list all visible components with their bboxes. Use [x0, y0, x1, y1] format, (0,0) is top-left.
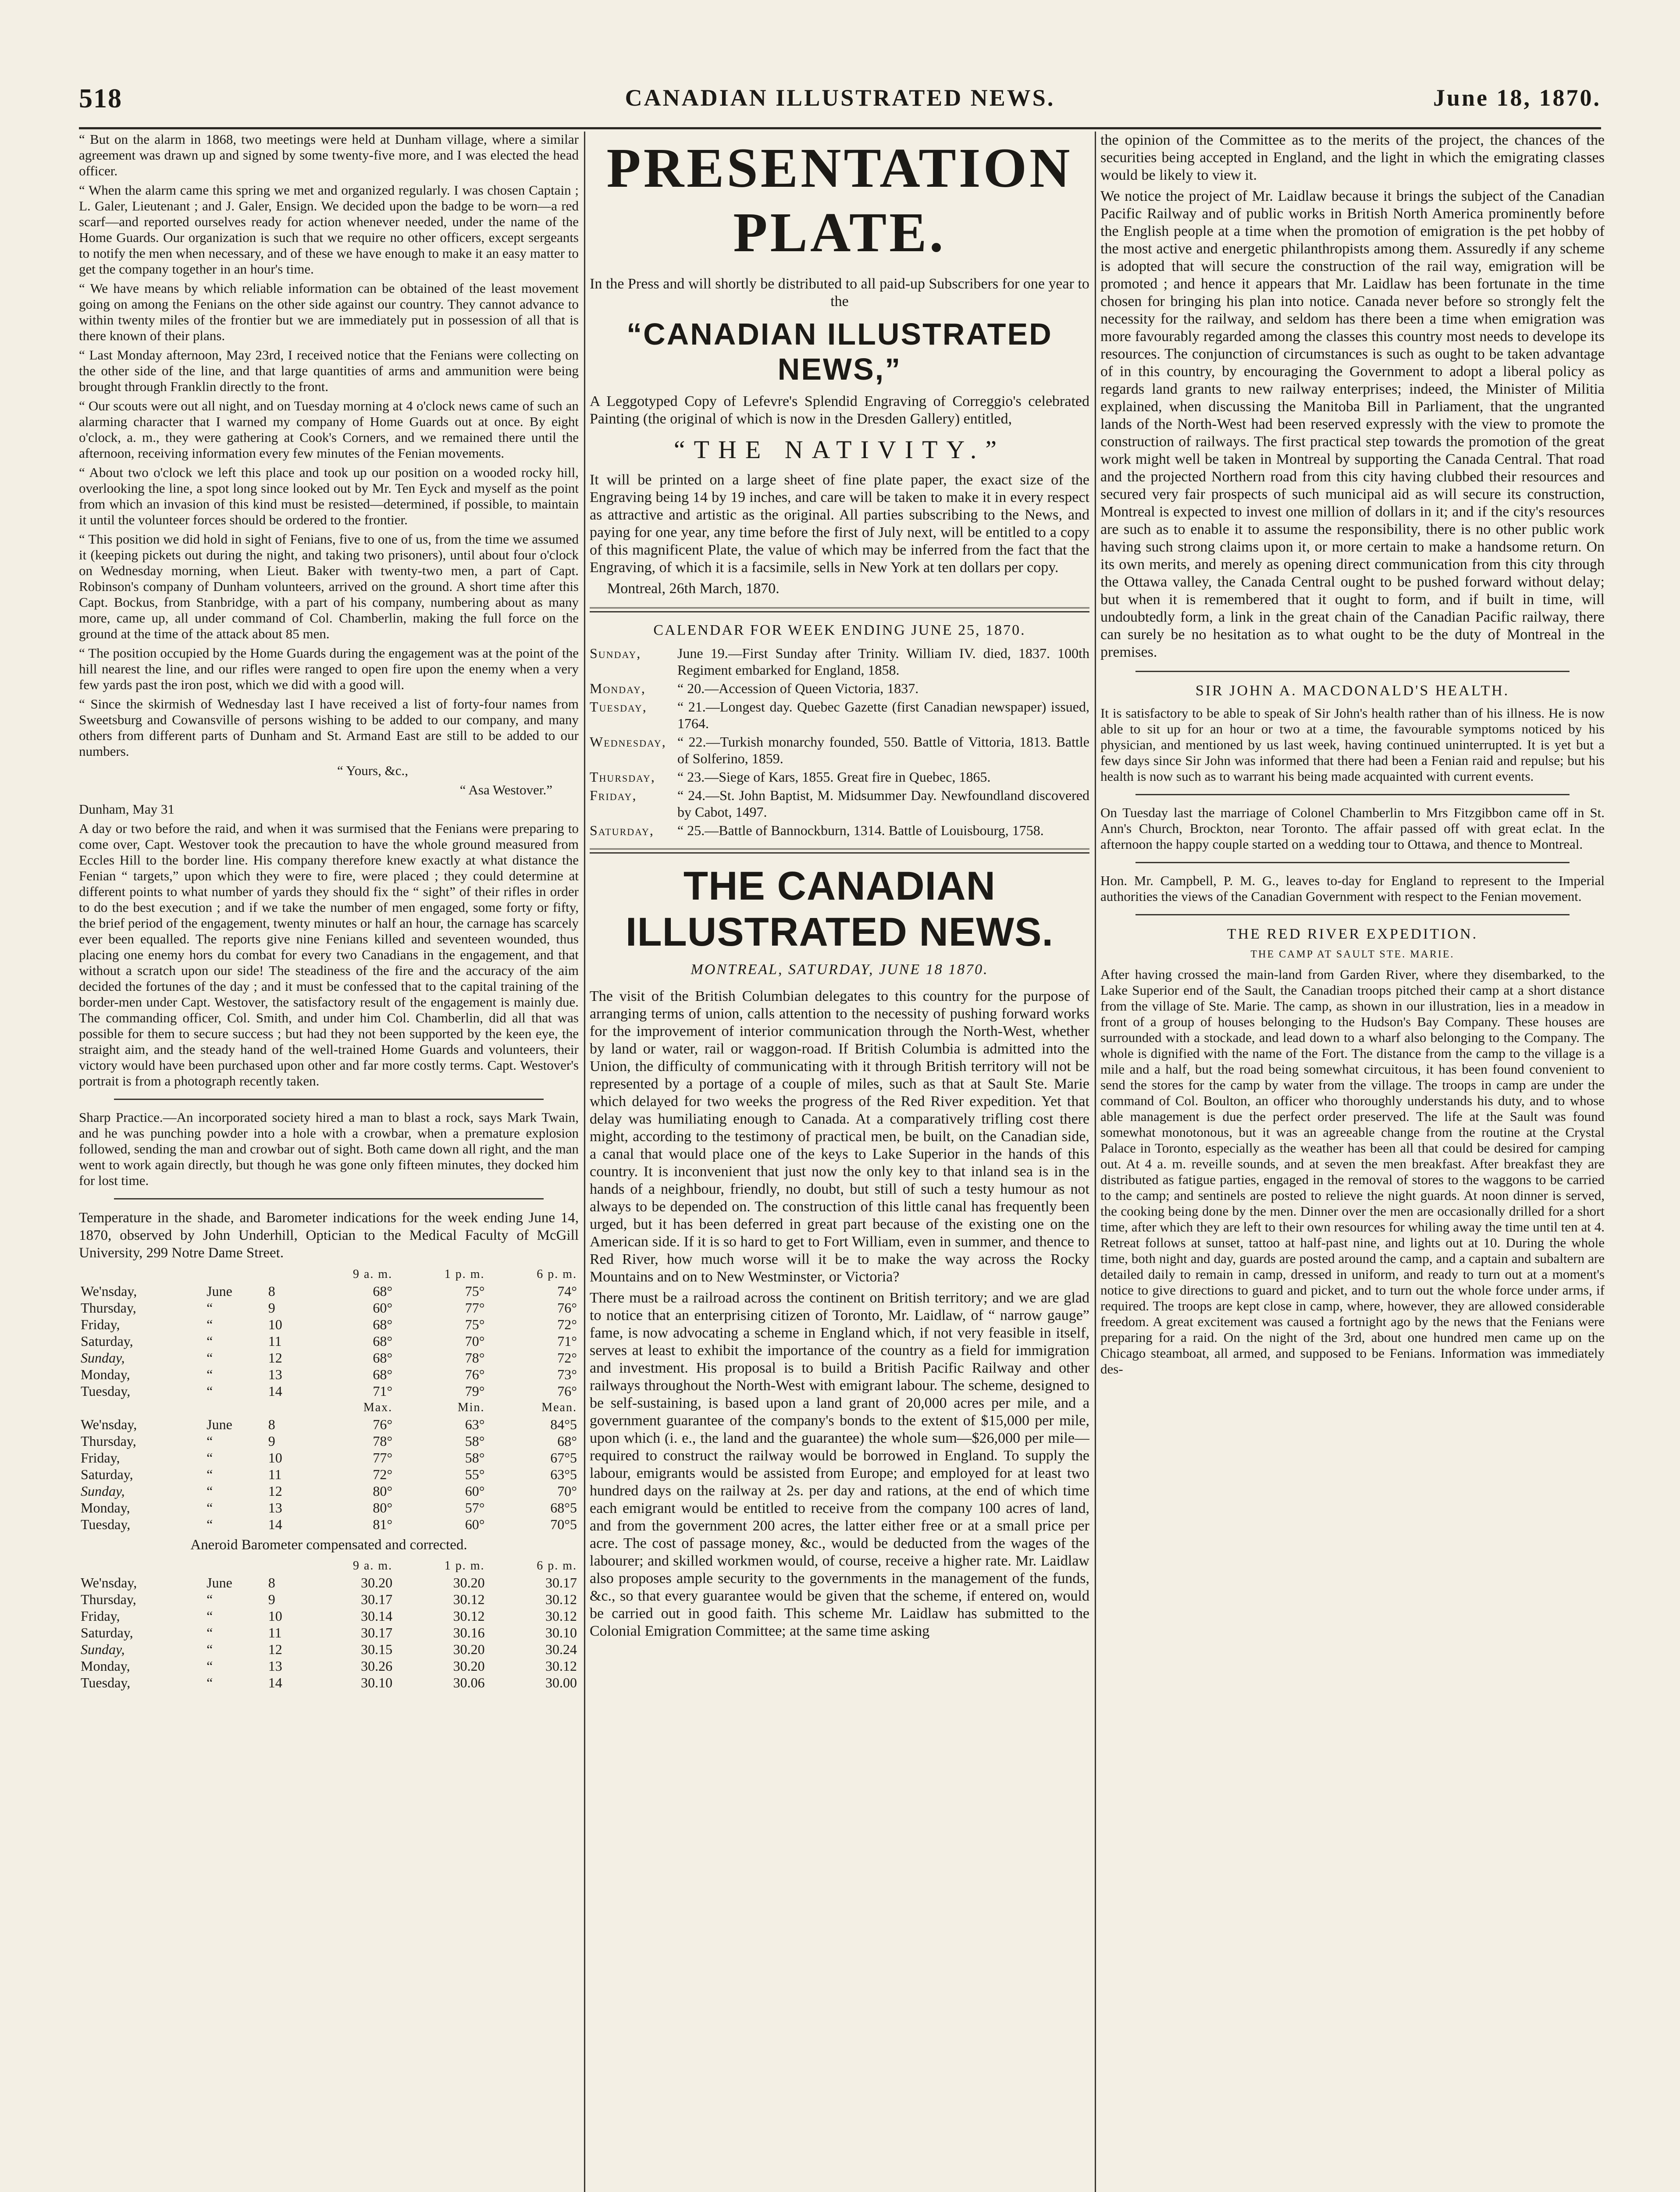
letter-paragraph: “ We have means by which reliable information can be obtained of the least movement going on among the Fenians on the other side against our country. They cannot advance to within twenty miles of the frontier but we are immediately put in possession of all that is there known of their plans. — [79, 281, 579, 343]
presentation-body: It will be printed on a large sheet of fine plate paper, the exact size of the Engraving being 14 by 19 inches, and care will be taken to make it in every respect as attractive and artistic as the original. All parties subscribing to the News, and paying for one year, any time before the first of July next, will be entitled to a copy of this magnificent Plate, the value of which may be inferred from the fact that the Engraving, of which it is a facsimile, sells in New York at ten dollars per copy. — [590, 472, 1089, 576]
red-river-paragraph: After having crossed the main-land from Garden River, where they disembarked, to the Lake Superior end of the Sault, the Canadian troops pitched their camp at a short distance from the village of Ste. Marie. The camp, as shown in our illustration, lies in a meadow in front of a group of houses belonging to the Hudson's Bay Company. These houses are surrounded with a stockade, and lead down to a wharf also belonging to the Company. The whole is dignified with the name of the Fort. The distance from the camp to the village is a mile and a half, but the road being somewhat circuitous, it has been found convenient to send the stores for the camp by water from the village. The troops in camp are under the command of Col. Boulton, an officer who thoroughly understands his duty, and to whose able management is due the perfect order preserved. The life at the Sault was found somewhat monotonous, but it was an agreeable change from the routine at the Crystal Palace in Toronto, especially as the weather has been all that could be desired for camping out. At 4 a. m. reveille sounds, and at seven the men breakfast. After breakfast they are distributed as fatigue parties, engaged in the removal of stores to the waggons to be carried to the camp; and sentinels are posted to relieve the night guards. At noon dinner is served, the cooking being done by the men. Dinner over the men are occasionally drilled for a short time, after which they are left to their own resources for whiling away the time until ten at 4. Retreat follows at sunset, tattoo at half-past nine, and lights out at 10. During the whole time, both night and day, guards are posted around the camp, and a captain and subaltern are detailed daily to remain in camp, dressed in uniform, and ready to turn out at a moment's notice to give directions to guard and picket, and to turn out the whole force under arms, if required. The troops are kept close in camp, where, however, they are allowed considerable freedom. A great excitement was caused a fortnight ago by the news that the Fenians were preparing for a raid. On the night of the 3rd, about one hundred men came up on the Chicago steamboat, all armed, and supposed to be Fenians. Information was immediately des- — [1100, 967, 1605, 1377]
letter-paragraph: “ Since the skirmish of Wednesday last I have received a list of forty-four names from Sweetsburg and Cowansville of persons wishing to be added to our company, and many others from different parts of Dunham and St. Armand East are still to be added to our numbers. — [79, 696, 579, 759]
raid-paragraph: A day or two before the raid, and when it was surmised that the Fenians were preparing to come over, Capt. Westover took the precaution to have the whole ground measured from Eccles Hill to the border line. His company therefore knew exactly at what distance the Fenian “ targets,” upon which they were to fire, were placed ; they could determine at different points to what number of yards they should fix the “ sight” of their rifles in order to do the best execution ; and if we take the number of men engaged, some forty or fifty, the brief period of the engagement, twenty minutes or half an hour, the carnage has scarcely ever been equalled. The reports give nine Fenians killed and seventeen wounded, thus placing one enemy hors du combat for every two Canadians in the engagement, and that without a scratch upon our side! The steadiness of the fire and the accuracy of the aim decided the fortunes of the day ; and it must be confessed that to the capital training of the border-men under Capt. Westover, the satisfactory result of the engagement is mainly due. The commanding officer, Col. Smith, and under him Col. Chamberlin, did all that was possible for them to secure success ; but had they not been supported by the keen eye, the straight aim, and the steady hand of the well-trained Home Guards and volunteers, their victory would have been purchased upon other and far more costly terms. Capt. Westover's portrait is from a photograph recently taken. — [79, 821, 579, 1089]
table-header: 6 p. m. — [537, 1267, 577, 1281]
table-row: Saturday, “ 11 68° 70° 71° — [81, 1333, 577, 1349]
calendar-row: Thursday, “ 23.—Siege of Kars, 1855. Great fire in Quebec, 1865. — [590, 769, 991, 785]
table-header: 9 a. m. — [352, 1267, 393, 1281]
letter-place-date: Dunham, May 31 — [79, 801, 174, 817]
presentation-plate-headline: PRESENTATION PLATE. — [606, 137, 1073, 263]
editorial-paragraph: the opinion of the Committee as to the merits of the project, the chances of the securities being accepted in England, and the light in which the emigrating classes would be likely to view it. — [1100, 132, 1605, 183]
masthead — [0, 83, 1680, 127]
presentation-description: A Leggotyped Copy of Lefevre's Splendid Engraving of Correggio's celebrated Painting (the original of which is now in the Dresden Gallery) entitled, — [590, 393, 1089, 427]
calendar-title: CALENDAR FOR WEEK ENDING JUNE 25, 1870. — [653, 622, 1026, 638]
separator — [1135, 794, 1570, 795]
table-row: Tuesday, “ 14 71° 79° 76° — [81, 1383, 577, 1399]
column-3 — [1100, 132, 1605, 2192]
table-row: Monday, “ 13 68° 76° 73° — [81, 1366, 577, 1382]
table-row: Monday, “ 13 80° 57° 68°5 — [81, 1500, 577, 1516]
sharp-practice-paragraph: Sharp Practice.—An incorporated society hired a man to blast a rock, says Mark Twain, and he was punching powder into a hole with a crowbar, when a premature explosion followed, sending the man and crowbar out of sight. Both came down all right, and the man went to work again directly, but though he was gone only fifteen minutes, they docked him for lost time. — [79, 1110, 579, 1188]
table-row: Tuesday, “ 14 81° 60° 70°5 — [81, 1516, 577, 1532]
table-header: Min. — [457, 1401, 485, 1414]
editorial-paper-title: THE CANADIAN ILLUSTRATED NEWS. — [625, 864, 1054, 954]
health-heading: SIR JOHN A. MACDONALD'S HEALTH. — [1195, 683, 1510, 699]
separator — [1135, 914, 1570, 915]
column-divider — [1095, 132, 1096, 2192]
letter-paragraph: “ Last Monday afternoon, May 23rd, I received notice that the Fenians were collecting on the other side of the line, and that large quantities of arms and ammunition were being brought through Franklin directly to the front. — [79, 347, 579, 394]
table-header: Mean. — [541, 1401, 577, 1414]
table-row: Monday, “ 13 30.26 30.20 30.12 — [81, 1658, 577, 1674]
barometer-table — [79, 1558, 579, 1691]
column-1 — [79, 132, 579, 2192]
calendar-row: Monday, “ 20.—Accession of Queen Victoria, 1837. — [590, 680, 919, 696]
letter-paragraph: “ Our scouts were out all night, and on Tuesday morning at 4 o'clock news came of such an alarming character that I warned my company of Home Guards out at once. By eight o'clock, a. m., they were gathering at Cook's Corners, and we remained there until the afternoon, receiving information every few minutes of the Fenian movements. — [79, 398, 579, 461]
masthead-title: CANADIAN ILLUSTRATED NEWS. — [625, 85, 1055, 111]
editorial-paragraph: There must be a railroad across the continent on British territory; and we are glad to notice that an enterprising citizen of Toronto, Mr. Laidlaw, of “ narrow gauge” fame, is now advocating a scheme in England which, if not very feasible in itself, serves at least to exhibit the importance of the country as a field for immigration and investment. His proposal is to build a British Pacific Railway and other railways throughout the North-West with emigrant labour. The scheme, designed to be self-sustaining, is based upon a land grant of 20,000 acres per mile, and a government guarantee of the company's bonds to the extent of $15,000 per mile, upon which (i. e., the land and the guarantee) the whole sum—$26,000 per mile—required to construct the railway would be borrowed in England. To supply the labour, emigrants would be assisted from Europe; and employed for at least two hundred days on the railway at 2s. per day and rations, at the end of which time each emigrant would be entitled to receive from the company 100 acres of land, and from the government 200 acres, the latter either free or at a small price per acre. The cost of passage money, &c., would be deducted from the wages of the labourer; and skilled workmen would, of course, receive a higher rate. Mr. Laidlaw also proposes ample security to the governments in the management of the funds, &c., so that every guarantee would be given that the scheme, if entered on, would be carried out in good faith. This scheme Mr. Laidlaw has submitted to the Colonial Emigration Committee; at the same time asking — [590, 1290, 1089, 1639]
letter-paragraph: “ But on the alarm in 1868, two meetings were held at Dunham village, where a similar agreement was drawn up and signed by some twenty-five more, and I was elected the head officer. — [79, 132, 579, 178]
table-row: Sunday, “ 12 80° 60° 70° — [81, 1483, 577, 1499]
separator — [590, 607, 1089, 612]
editorial-paragraph: We notice the project of Mr. Laidlaw because it brings the subject of the Canadian Pacific Railway and of public works in British North America prominently before the English people at a time when the promotion of emigration is the pet hobby of the most active and energetic philanthropists among them. Assuredly if any scheme is adopted that will secure the construction of the rail way, emigration will be promoted ; and hence it appears that Mr. Laidlaw has been fortunate in the time chosen for bringing his plan into notice. Canada never before so strongly felt the necessity for the railway, and seldom has there been a time when emigration was more favourably regarded among the classes this country most needs to develope its resources. The conjunction of circumstances is such as ought to be taken advantage of in this country, by encouraging the Government to adopt a liberal policy as regards land grants to new railway enterprises; indeed, the Minister of Militia explained, when discussing the Manitoba Bill in Parliament, that the ungranted lands of the North-West had been reserved expressly with the view to promote the construction of railways. The first practical step towards the promotion of the great work might well be taken in Montreal by supporting the Canada Central. That road and the projected Northern road from this city having clubbed their resources and secured very fair prospects of such municipal aid as will secure its construction, Montreal is expected to invest one million of dollars in it; and if the city's resources are such as to enable it to assume the responsibility, there is no other public work having such strong claims upon it, or more certain to make a handsome return. On its own merits, and merely as opening direct communication from this city through the Ottawa valley, the Canada Central ought to be pushed forward without delay; but when it is remembered that it ought to form, and if built in time, will undoubtedly form, a link in the great chain of the Canadian Pacific railway, there can surely be no hesitation as to what ought to be the duty of Montreal in the premises. — [1100, 188, 1605, 660]
letter-paragraph: “ About two o'clock we left this place and took up our position on a wooded rocky hill, overlooking the line, a spot long since looked out by Mr. Ten Eyck and myself as the point from which an invasion of this kind must be resisted—determined, if possible, to maintain it until the volunteer forces should be ordered to the frontier. — [79, 465, 579, 527]
table-header: 9 a. m. — [352, 1559, 393, 1573]
letter-paragraph: “ The position occupied by the Home Guards during the engagement was at the point of the hill nearest the line, and our rifles were ranged to open fire upon the enemy when a very few yards past the iron post, which we did with a good will. — [79, 645, 579, 692]
table-row: Friday, “ 10 68° 75° 72° — [81, 1317, 577, 1332]
separator — [114, 1099, 544, 1100]
health-paragraph: It is satisfactory to be able to speak of Sir John's health rather than of his illness. He is now able to sit up for an hour or two at a time, the favourable symptoms noticed by his physician, and mentioned by us last week, having continued uninterrupted. It is yet but a few days since Sir John was informed that there had been a Fenian raid and repulse; but his health is now such as to warrant his being made acquainted with current events. — [1100, 705, 1605, 784]
table-row: Saturday, “ 11 72° 55° 63°5 — [81, 1466, 577, 1482]
masthead-date: June 18, 1870. — [1433, 85, 1601, 111]
table-row: Thursday, “ 9 78° 58° 68° — [81, 1433, 577, 1449]
editorial-paragraph: The visit of the British Columbian delegates to this country for the purpose of arranging terms of union, calls attention to the necessity of pushing forward works for the improvement of interior communication through the North-West, whether by land or water, rail or waggon-road. If British Columbia is admitted into the Union, the difficulty of communicating with it through British territory will not be represented by a portage of a couple of miles, such as that at Sault Ste. Marie which delayed for two weeks the progress of the Red River expedition. Yet that delay was humiliating enough to Canada. At a comparatively trifling cost there might, according to the testimony of practical men, be built, on the Canadian side, a canal that would place one of the keys to Lake Superior in the hands of this country. It is inconvenient that just now the only key to that inland sea is in the hands of a neighbour, friendly, no doubt, but still of such a testy humour as not always to be depended on. The construction of this little canal has frequently been urged, but it has been deferred in great part because of the existing one on the American side. If it is so hard to get to Fort William, even in summer, and thence to Red River, how much worse will it be to make the way across the Rocky Mountains and on to New Westminster, or Victoria? — [590, 988, 1089, 1285]
red-river-heading: THE RED RIVER EXPEDITION. — [1227, 926, 1478, 942]
issue-dateline: MONTREAL, SATURDAY, JUNE 18 1870. — [691, 961, 989, 978]
page-number: 518 — [79, 84, 122, 114]
table-row: We'nsday, June 8 68° 75° 74° — [81, 1283, 577, 1299]
table-header: 1 p. m. — [444, 1559, 485, 1573]
table-row: Sunday, “ 12 30.15 30.20 30.24 — [81, 1641, 577, 1657]
separator — [1135, 862, 1570, 863]
table-header: Max. — [363, 1401, 393, 1414]
table-row: We'nsday, June 8 30.20 30.20 30.17 — [81, 1575, 577, 1591]
calendar-row: Tuesday, “ 21.—Longest day. Quebec Gazette (first Canadian newspaper) issued, 1764. — [590, 699, 1089, 731]
barometer-title: Aneroid Barometer compensated and corrected. — [190, 1537, 467, 1553]
separator — [1135, 671, 1570, 672]
separator — [114, 1198, 544, 1199]
presentation-dateline: Montreal, 26th March, 1870. — [607, 580, 779, 597]
red-river-subheading: THE CAMP AT SAULT STE. MARIE. — [1250, 949, 1455, 960]
table-row: We'nsday, June 8 76° 63° 84°5 — [81, 1416, 577, 1432]
table-row: Thursday, “ 9 60° 77° 76° — [81, 1300, 577, 1316]
letter-paragraph: “ This position we did hold in sight of Fenians, five to one of us, from the time we assumed it (keeping pickets out during the night, and taking two prisoners), until about four o'clock on Wednesday morning, when Lieut. Baker with twenty-two men, a part of Capt. Robinson's company of Dunham volunteers, arrived on the ground. A short time after this Capt. Bockus, from Stanbridge, with a part of his company, numbering about as many more, came up, all under command of Col. Chamberlin, making the full force on the ground at the time of the attack about 85 men. — [79, 531, 579, 641]
column-2 — [590, 132, 1089, 2192]
presentation-intro: In the Press and will shortly be distributed to all paid-up Subscribers for one year to the — [590, 276, 1089, 310]
presentation-paper-name: “CANADIAN ILLUSTRATED NEWS,” — [626, 317, 1053, 386]
separator — [590, 848, 1089, 854]
table-header: 6 p. m. — [537, 1559, 577, 1573]
letter-signature: “ Asa Westover.” — [459, 782, 552, 797]
table-row: Saturday, “ 11 30.17 30.16 30.10 — [81, 1625, 577, 1640]
nativity-title: “THE NATIVITY.” — [673, 435, 1006, 464]
calendar-row: Sunday, June 19.—First Sunday after Trinity. William IV. died, 1837. 100th Regiment embarked for England, 1858. — [590, 645, 1089, 678]
table-header: 1 p. m. — [444, 1267, 485, 1281]
calendar-row: Friday, “ 24.—St. John Baptist, M. Midsummer Day. Newfoundland discovered by Cabot, 1497. — [590, 787, 1089, 820]
table-row: Friday, “ 10 77° 58° 67°5 — [81, 1450, 577, 1466]
table-row: Tuesday, “ 14 30.10 30.06 30.00 — [81, 1675, 577, 1690]
column-divider — [584, 132, 585, 2192]
masthead-rule — [79, 127, 1601, 129]
marriage-paragraph: On Tuesday last the marriage of Colonel Chamberlin to Mrs Fitzgibbon came off in St. Ann's Church, Brockton, near Toronto. The affair passed off with great eclat. In the afternoon the happy couple started on a wedding tour to Ottawa, and thence to Montreal. — [1100, 805, 1605, 852]
calendar-row: Wednesday, “ 22.—Turkish monarchy founded, 550. Battle of Vittoria, 1813. Battle of Solferino, 1859. — [590, 734, 1089, 766]
table-row: Thursday, “ 9 30.17 30.12 30.12 — [81, 1591, 577, 1607]
weather-intro: Temperature in the shade, and Barometer indications for the week ending June 14, 1870, observed by John Underhill, Optician to the Medical Faculty of McGill University, 299 Notre Dame Street. — [79, 1210, 579, 1261]
table-row: Friday, “ 10 30.14 30.12 30.12 — [81, 1608, 577, 1624]
calendar-row: Saturday, “ 25.—Battle of Bannockburn, 1314. Battle of Louisbourg, 1758. — [590, 822, 1044, 838]
temperature-table — [79, 1266, 579, 1533]
campbell-paragraph: Hon. Mr. Campbell, P. M. G., leaves to-day for England to represent to the Imperial authorities the views of the Canadian Government with respect to the Fenian movement. — [1100, 873, 1605, 904]
table-row: Sunday, “ 12 68° 78° 72° — [81, 1350, 577, 1366]
letter-paragraph: “ When the alarm came this spring we met and organized regularly. I was chosen Captain ; L. Galer, Lieutenant ; and J. Galer, Ensign. We decided upon the badge to be worn—a red scarf—and reported ourselves ready for action whenever needed, under the name of the Home Guards. Our organization is such that we require no other officers, except sergeants to notify the men when necessary, and of these we have enough to make it an easy matter to get the company together in an hour's time. — [79, 182, 579, 277]
letter-closing: “ Yours, &c., — [337, 763, 408, 778]
